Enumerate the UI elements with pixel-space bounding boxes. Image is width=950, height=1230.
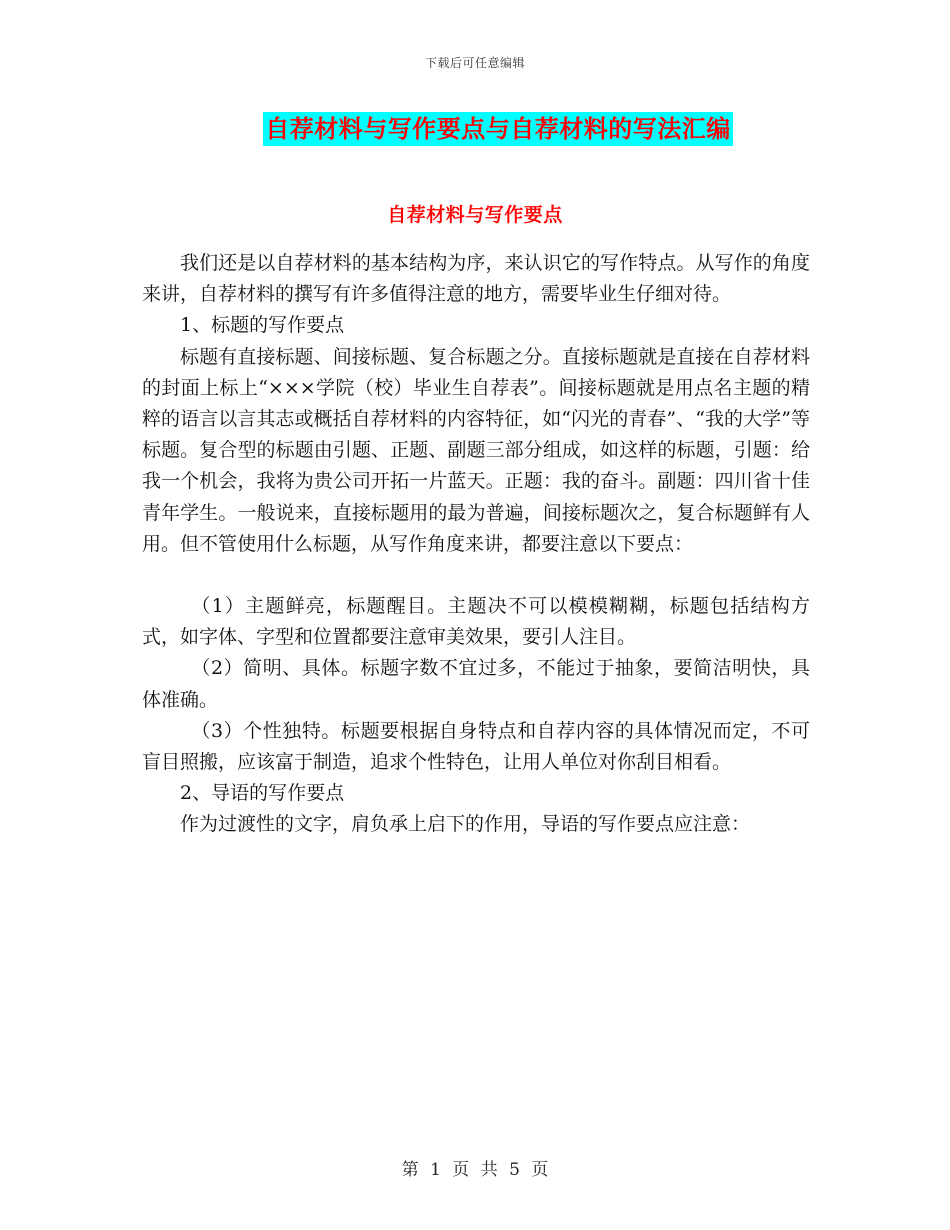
heading-title-points: 1、标题的写作要点 [180, 314, 345, 337]
heading-lead-points: 2、导语的写作要点 [180, 782, 345, 805]
header-note: 下载后可任意编辑 [424, 56, 525, 70]
page-number: 第 1 页 共 5 页 [401, 1160, 549, 1180]
list-item-2: （2）简明、具体。标题字数不宜过多，不能过于抽象，要简洁明快，具体准确。 [142, 657, 810, 711]
main-title-container [0, 112, 950, 146]
list-item-3: （3）个性独特。标题要根据自身特点和自荐内容的具体情况而定，不可盲目照搬，应该富于制造，追求个性特色，让用人单位对你刮目相看。 [142, 719, 810, 774]
list-item-1: （1）主题鲜亮，标题醒目。主题决不可以模模糊糊，标题包括结构方式，如字体、字型和位置都要注意审美效果，要引人注目。 [142, 595, 810, 649]
section-title: 自荐材料与写作要点 [387, 204, 563, 226]
main-title: 自荐材料与写作要点与自荐材料的写法汇编 [263, 112, 733, 146]
paragraph-intro: 我们还是以自荐材料的基本结构为序，来认识它的写作特点。从写作的角度来讲，自荐材料的撰写有许多值得注意的地方，需要毕业生仔细对待。 [142, 252, 810, 306]
paragraph-lead: 作为过渡性的文字，肩负承上启下的作用，导语的写作要点应注意： [180, 813, 751, 836]
document-body [142, 248, 810, 841]
paragraph-title-types: 标题有直接标题、间接标题、复合标题之分。直接标题就是直接在自荐材料的封面上标上“×××学院（校）毕业生自荐表”。间接标题就是用点名主题的精粹的语言以言其志或概括自荐材料的内容特征，如“闪光的青春”、“我的大学”等标题。复合型的标题由引题、正题、副题三部分组成，如这样的标题，引题：给我一个机会，我将为贵公司开拓一片蓝天。正题：我的奋斗。副题：四川省十佳青年学生。一般说来，直接标题用的最为普遍，间接标题次之，复合标题鲜有人用。但不管使用什么标题，从写作角度来讲，都要注意以下要点： [142, 345, 810, 555]
